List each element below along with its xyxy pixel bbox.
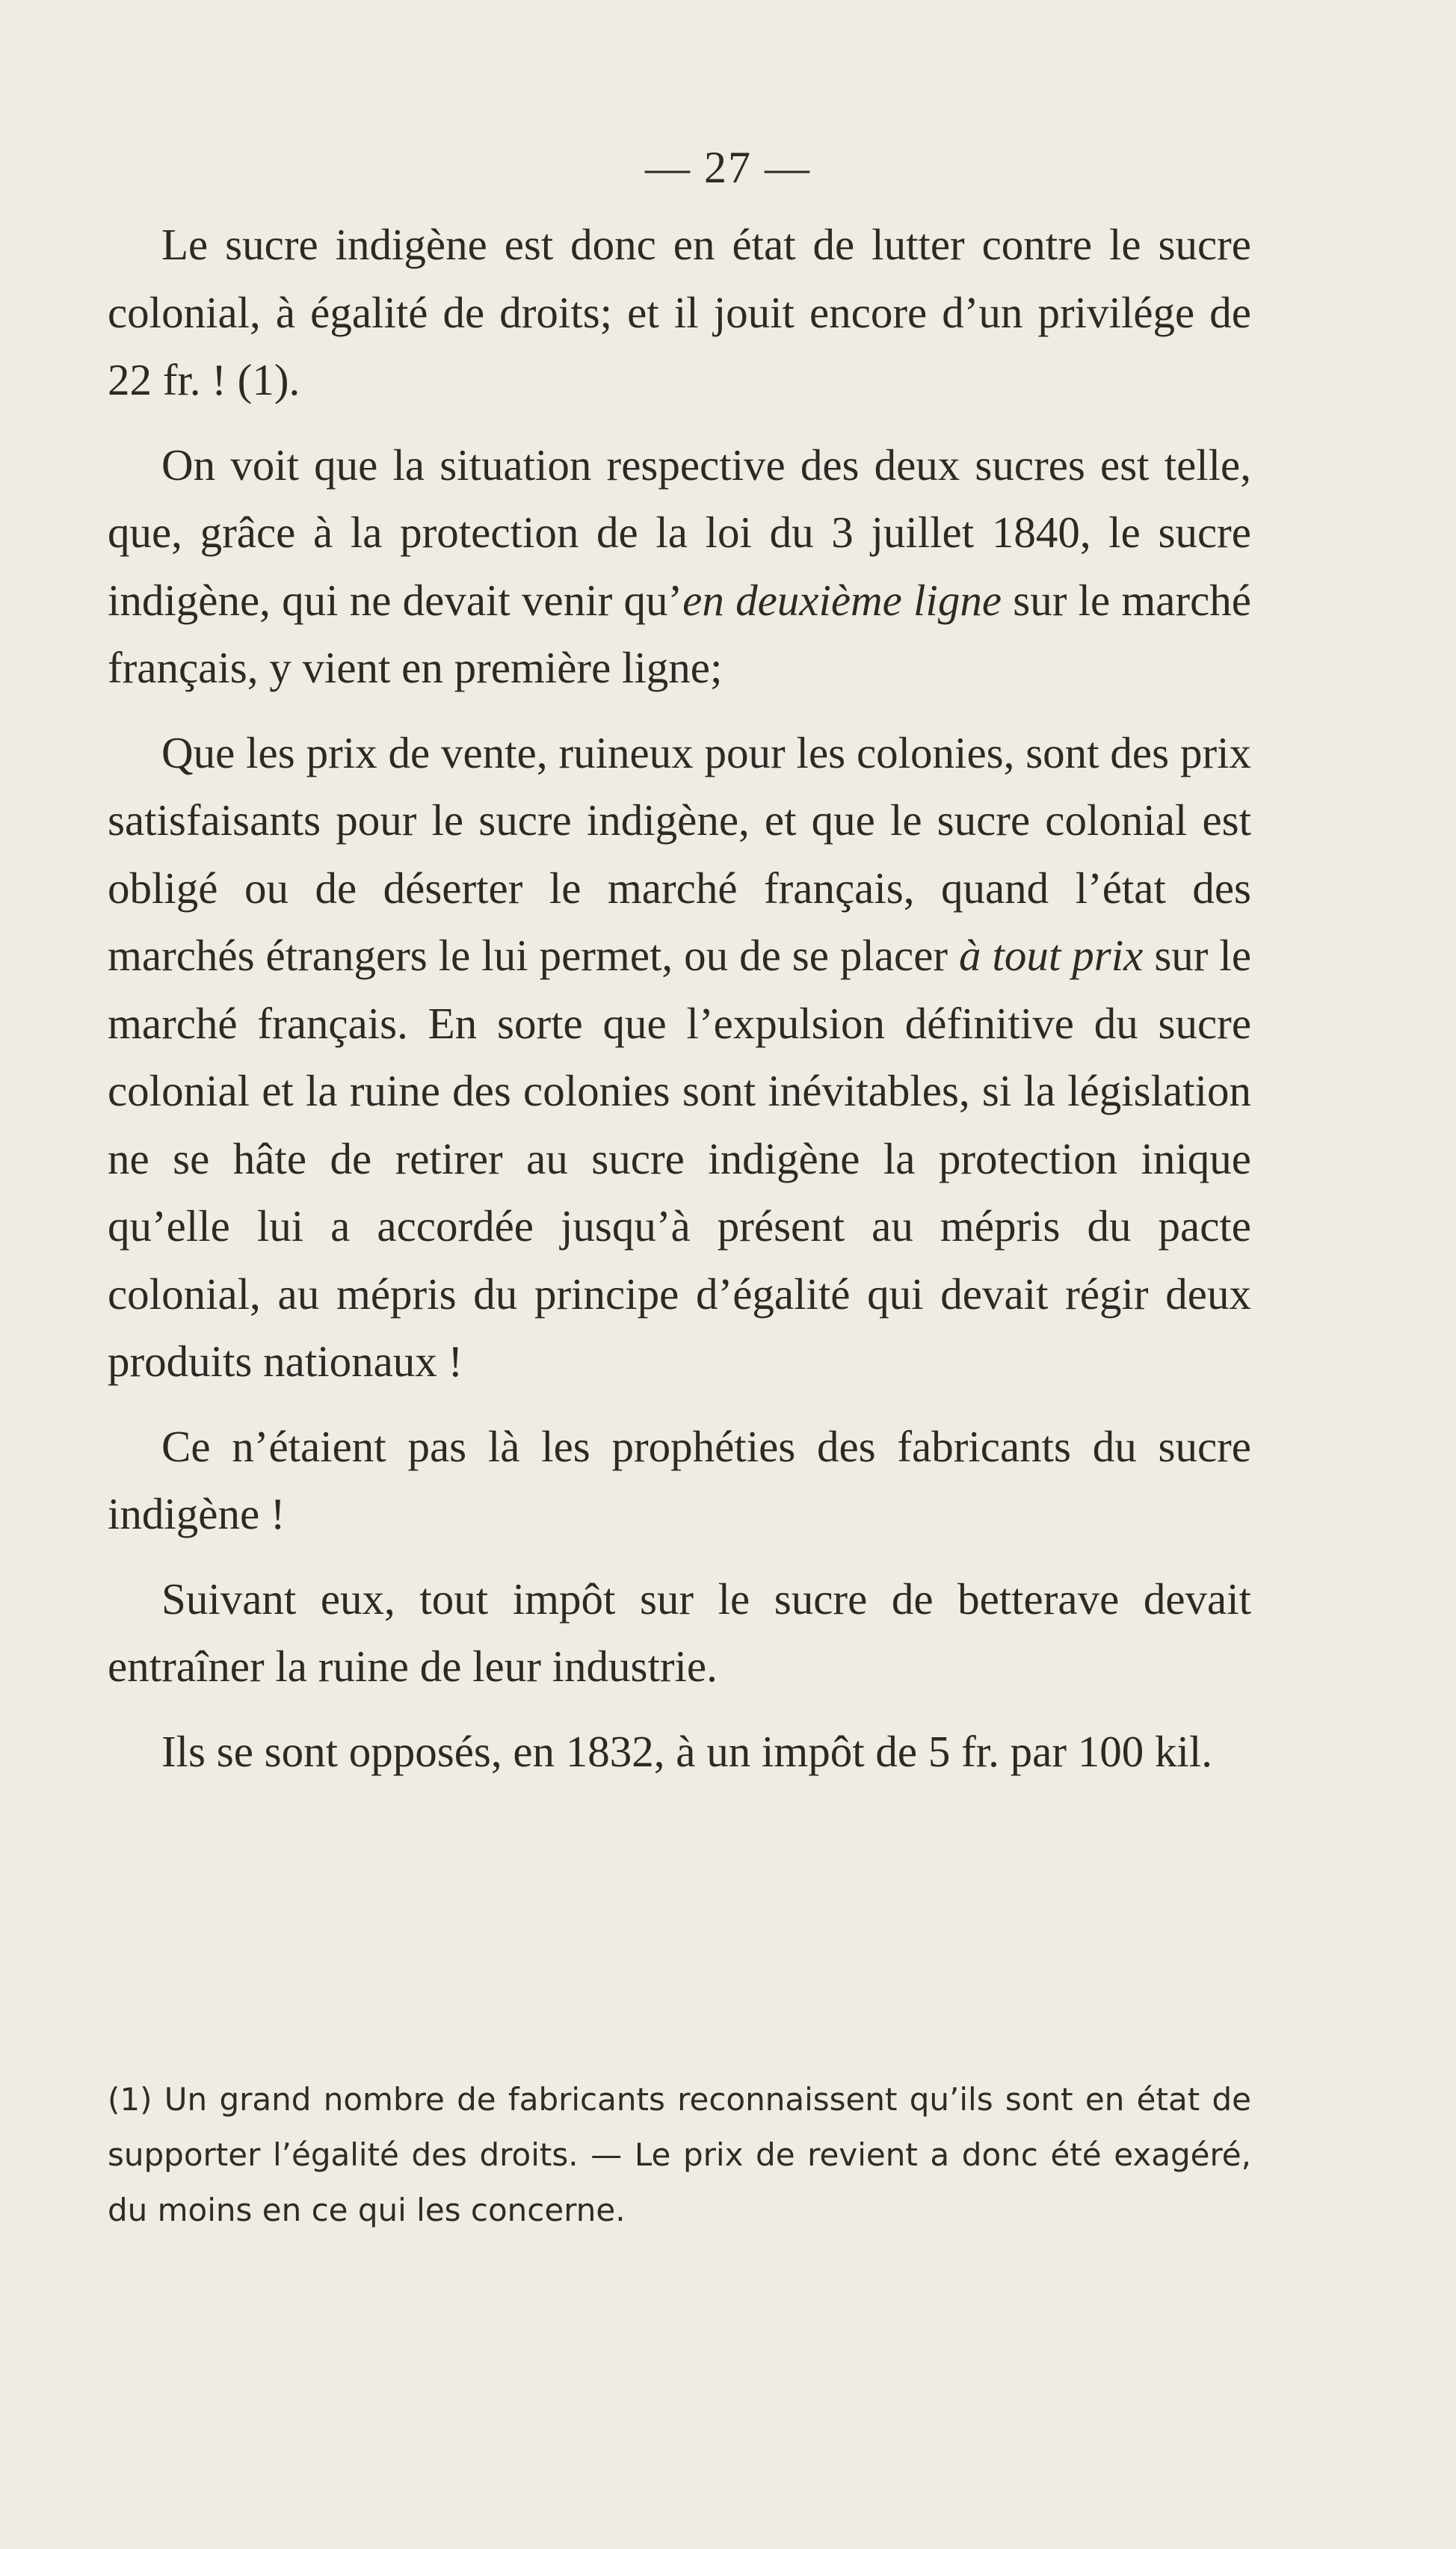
paragraph-2-text-end: sur le marché français, y vient en première ligne; — [108, 575, 1251, 692]
paragraph-2 — [108, 431, 1251, 702]
paragraph-3-italic: à tout prix — [959, 931, 1144, 980]
paragraph-1-text: Le sucre indigène est donc en état de lutter contre le sucre colonial, à égalité de droits; et il jouit encore d’un privilége de 22 fr. ! (1). — [108, 220, 1251, 404]
paragraph-4 — [108, 1413, 1251, 1548]
paragraph-6 — [108, 1718, 1251, 1786]
paragraph-3 — [108, 719, 1251, 1396]
paragraph-5-text: Suivant eux, tout impôt sur le sucre de betterave devait entraîner la ruine de leur industrie. — [108, 1574, 1251, 1691]
paragraph-2-italic: en deuxième ligne — [682, 575, 1002, 625]
footnote: (1) Un grand nombre de fabricants reconnaissent qu’ils sont en état de supporter l’égalité des droits. — Le prix de revient a donc été exagéré, du moins en ce qui les concerne. — [108, 2081, 1251, 2228]
paragraph-1 — [108, 211, 1251, 414]
paragraph-2-text-start: On voit que la situation respective des deux sucres est telle, que, grâce à la protection de la loi du 3 juillet 1840, le sucre indigène, qui ne devait venir qu’ — [108, 440, 1251, 625]
paragraph-6-text: Ils se sont opposés, en 1832, à un impôt de 5 fr. par 100 kil. — [161, 1726, 1213, 1776]
paragraph-4-text: Ce n’étaient pas là les prophéties des fabricants du sucre indigène ! — [108, 1421, 1251, 1538]
paragraph-5 — [108, 1565, 1251, 1701]
page-number: — 27 — — [645, 143, 811, 192]
paragraph-3-text-start: Que les prix de vente, ruineux pour les colonies, sont des prix satisfaisants pour le sucre indigène, et que le sucre colonial est obligé ou de déserter le marché français, quand l’état des marchés étrangers le lui permet, ou de se placer — [108, 727, 1251, 980]
body-text — [108, 211, 1251, 1785]
paragraph-3-text-end: sur le marché français. En sorte que l’expulsion définitive du sucre colonial et la ruine des colonies sont inévitables, si la législation ne se hâte de retirer au sucre indigène la protection inique qu’elle lui a accordée jusqu’à présent au mépris du pacte colonial, au mépris du principe d’égalité qui devait régir deux produits nationaux ! — [108, 931, 1252, 1386]
